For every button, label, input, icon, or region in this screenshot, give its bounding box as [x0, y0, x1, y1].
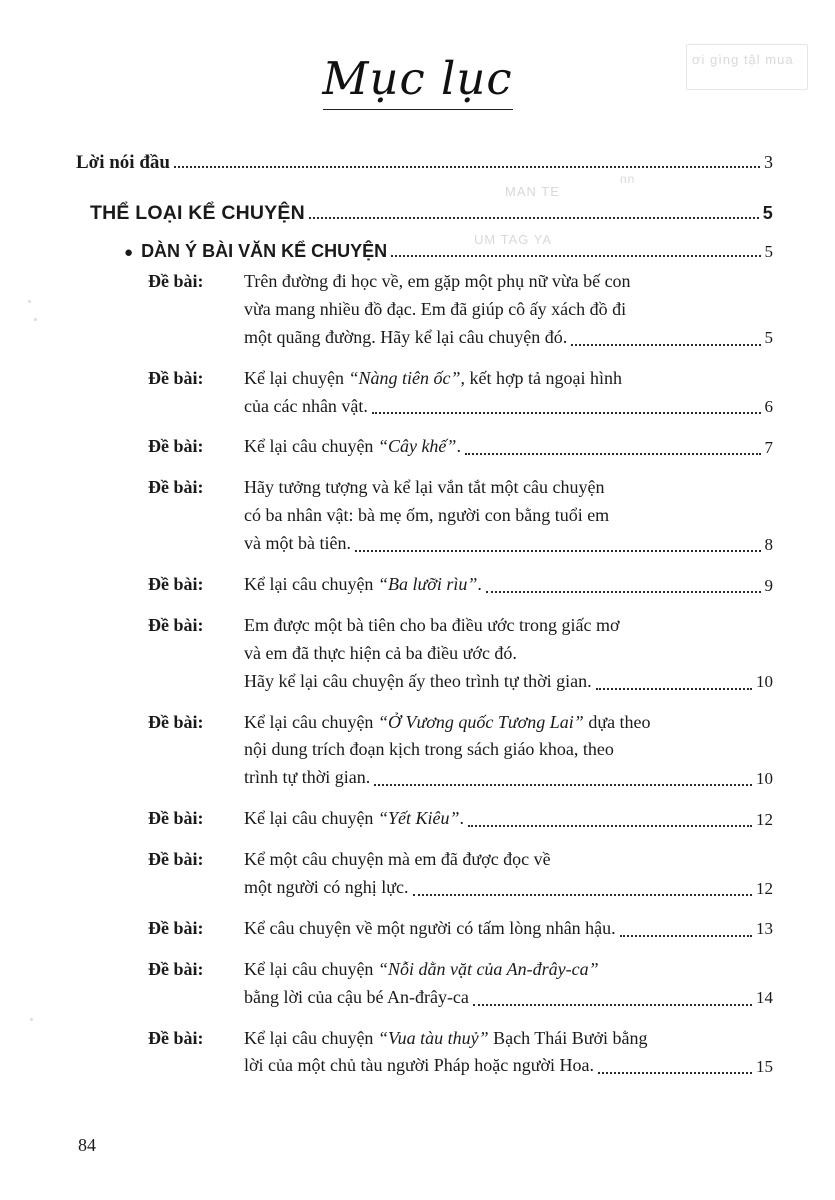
- toc-entry-body: [244, 365, 773, 421]
- toc-entry-label: Đề bài:: [148, 436, 204, 457]
- toc-entry[interactable]: [62, 915, 773, 943]
- toc-entry-line: [244, 474, 773, 502]
- toc-entry-line: [244, 874, 773, 902]
- toc-entry[interactable]: [62, 805, 773, 833]
- toc-section-page: 5: [762, 203, 773, 223]
- toc-entry-segment: Kể một câu chuyện mà em đã được đọc về: [244, 849, 551, 870]
- bullet-icon: ●: [124, 244, 134, 261]
- toc-entry-text: [244, 849, 551, 869]
- toc-preface-row[interactable]: [76, 152, 773, 174]
- toc-entry-title: “Ba lưỡi rìu”: [377, 574, 478, 595]
- leader-dots: [486, 591, 761, 593]
- leader-dots: [620, 935, 752, 937]
- toc-preface-page: 3: [764, 152, 773, 172]
- toc-entry-body: [244, 805, 773, 833]
- toc-entry-page: 10: [756, 672, 773, 692]
- toc-entry[interactable]: [62, 709, 773, 793]
- toc-entry[interactable]: [62, 1025, 773, 1081]
- toc-subsection-page: 5: [764, 242, 773, 261]
- leader-dots: [355, 550, 761, 552]
- toc-entry-body: [244, 571, 773, 599]
- page-title: Mục lục: [322, 52, 513, 105]
- toc-entry-page: 14: [756, 988, 773, 1008]
- toc-entry-title: “Cây khế”: [377, 436, 457, 457]
- toc-entry-label: Đề bài:: [148, 477, 204, 498]
- toc-entry-line: [244, 393, 773, 421]
- toc-entry-text: [244, 477, 604, 497]
- toc-entry-segment: và một bà tiên.: [244, 533, 351, 554]
- toc-entry-segment: dựa theo: [583, 711, 651, 732]
- toc-entry-line: [244, 764, 773, 792]
- toc-entry-title: “Nàng tiên ốc”: [348, 367, 461, 388]
- toc-entry-line: [244, 365, 773, 393]
- toc-entry-line: [244, 324, 773, 352]
- toc-entry-segment: Hãy kể lại câu chuyện ấy theo trình tự thời gian.: [244, 670, 592, 691]
- ghost-text-mid-2: UM TAG YA: [474, 232, 553, 247]
- toc-entry-text: [244, 271, 631, 291]
- toc-entry-page: 12: [756, 878, 773, 898]
- toc-entry-segment: Kể lại câu chuyện: [244, 1027, 378, 1048]
- toc-entry-segment: một quãng đường. Hãy kể lại câu chuyện đó.: [244, 326, 568, 347]
- toc-entry-page: 15: [756, 1057, 773, 1077]
- toc-entry-text: [244, 643, 517, 663]
- toc-entry-label: Đề bài:: [148, 574, 204, 595]
- toc-entry-segment: lời của một chủ tàu người Pháp hoặc người Hoa.: [244, 1055, 594, 1076]
- leader-dots: [309, 217, 759, 219]
- toc-entry-segment: Kể lại câu chuyện: [244, 808, 378, 829]
- toc-entry-segment: vừa mang nhiều đồ đạc. Em đã giúp cô ấy xách đồ đi: [244, 298, 627, 319]
- toc-entry-text: [244, 433, 461, 461]
- toc-entry[interactable]: [62, 433, 773, 461]
- toc-entry-page: 12: [756, 809, 773, 829]
- leader-dots: [372, 412, 761, 414]
- toc-entry-segment: và em đã thực hiện cả ba điều ước đó.: [244, 642, 517, 663]
- toc-entry-body: [244, 709, 773, 793]
- toc-entry-page: 7: [764, 438, 773, 457]
- toc-entry-line: [244, 1052, 773, 1080]
- toc-entry-segment: Kể lại câu chuyện: [244, 436, 378, 457]
- toc-entry-line: [244, 846, 773, 874]
- toc-entry-label: Đề bài:: [148, 958, 204, 979]
- toc-entry-page: 8: [764, 534, 773, 554]
- toc-entry-title: “Nỗi dằn vặt của An-đrây-ca”: [377, 958, 599, 979]
- toc-entry-segment: Kể lại chuyện: [244, 367, 349, 388]
- toc-entry-line: [244, 805, 773, 833]
- toc-entry-list: [62, 268, 773, 1080]
- toc-entry-segment: , kết hợp tả ngoại hình: [460, 367, 622, 388]
- toc-entry-segment: bằng lời của cậu bé An-đrây-ca: [244, 986, 469, 1007]
- page-folio: 84: [78, 1135, 96, 1155]
- toc-entry-text: [244, 959, 599, 979]
- toc-entry-page: 10: [756, 768, 773, 788]
- leader-dots: [465, 453, 761, 455]
- toc-entry-segment: .: [459, 808, 464, 829]
- toc-entry-line: [244, 640, 773, 668]
- toc-entry-text: [244, 764, 370, 792]
- toc-entry-body: [244, 956, 773, 1012]
- toc-entry-page: 9: [764, 575, 773, 595]
- toc-entry-line: [244, 433, 773, 461]
- toc-subsection-row[interactable]: [124, 241, 773, 262]
- toc-entry-label: Đề bài:: [148, 711, 204, 732]
- toc-content: [0, 110, 835, 1080]
- toc-entry-line: [244, 296, 773, 324]
- leader-dots: [598, 1072, 752, 1074]
- toc-entry-segment: Kể lại câu chuyện: [244, 711, 378, 732]
- toc-entry-line: [244, 502, 773, 530]
- toc-entry-segment: .: [477, 574, 482, 595]
- leader-dots: [413, 894, 752, 896]
- leader-dots: [468, 825, 752, 827]
- toc-entry-body: [244, 915, 773, 943]
- toc-entry[interactable]: [62, 612, 773, 696]
- toc-entry-line: [244, 571, 773, 599]
- toc-section-label: THỂ LOẠI KỂ CHUYỆN: [90, 202, 305, 224]
- toc-entry-text: [244, 712, 651, 732]
- toc-entry-line: [244, 915, 773, 943]
- toc-entry-segment: Hãy tưởng tượng và kể lại vắn tắt một câu chuyện: [244, 477, 605, 498]
- toc-entry-text: [244, 571, 482, 599]
- toc-entry-label: Đề bài:: [148, 808, 204, 829]
- toc-entry-line: [244, 530, 773, 558]
- toc-entry[interactable]: [62, 474, 773, 558]
- leader-dots: [571, 344, 760, 346]
- toc-entry-segment: có ba nhân vật: bà mẹ ốm, người con bằng tuổi em: [244, 505, 610, 526]
- ghost-text-top-right: ơi gìng tậl mua: [692, 52, 794, 67]
- toc-entry-text: [244, 299, 626, 319]
- toc-entry-label: Đề bài:: [148, 917, 204, 938]
- toc-entry-text: [244, 739, 614, 759]
- toc-entry-label: Đề bài:: [148, 849, 204, 870]
- leader-dots: [374, 784, 752, 786]
- ghost-text-mid-3: nn: [620, 172, 636, 186]
- toc-entry-segment: Kể lại câu chuyện: [244, 958, 378, 979]
- ghost-speck-1: [28, 300, 31, 303]
- toc-entry-text: [244, 324, 567, 352]
- toc-entry-page: 6: [764, 397, 773, 417]
- ghost-text-mid-1: MAN TE: [505, 184, 560, 199]
- leader-dots: [174, 166, 760, 168]
- toc-section-row[interactable]: [90, 202, 773, 225]
- toc-entry-text: [244, 984, 469, 1012]
- toc-entry-segment: Kể lại câu chuyện: [244, 574, 378, 595]
- toc-entry-line: [244, 668, 773, 696]
- toc-entry-segment: nội dung trích đoạn kịch trong sách giáo khoa, theo: [244, 739, 614, 760]
- toc-entry-segment: của các nhân vật.: [244, 395, 368, 416]
- toc-preface-label: Lời nói đầu: [76, 152, 170, 173]
- toc-entry[interactable]: [62, 268, 773, 352]
- toc-entry[interactable]: [62, 846, 773, 902]
- toc-entry-body: [244, 1025, 773, 1081]
- toc-entry-body: [244, 433, 773, 461]
- toc-entry-line: [244, 1025, 773, 1053]
- toc-entry-text: [244, 915, 616, 943]
- toc-entry-segment: Trên đường đi học về, em gặp một phụ nữ vừa bế con: [244, 271, 631, 291]
- toc-entry[interactable]: [62, 365, 773, 421]
- toc-entry-title: “Vua tàu thuỷ”: [377, 1027, 489, 1048]
- toc-entry-title: “Yết Kiêu”: [377, 808, 460, 829]
- toc-entry-label: Đề bài:: [148, 367, 204, 388]
- toc-entry-body: [244, 474, 773, 558]
- toc-subsection-label: DÀN Ý BÀI VĂN KỂ CHUYỆN: [141, 241, 388, 261]
- toc-entry-text: [244, 668, 592, 696]
- toc-entry-segment: Kể câu chuyện về một người có tấm lòng nhân hậu.: [244, 917, 616, 938]
- toc-entry-label: Đề bài:: [148, 271, 204, 291]
- leader-dots: [596, 688, 752, 690]
- ghost-speck-2: [34, 318, 37, 321]
- toc-entry[interactable]: [62, 571, 773, 599]
- toc-entry[interactable]: [62, 956, 773, 1012]
- toc-entry-line: [244, 612, 773, 640]
- toc-entry-label: Đề bài:: [148, 1027, 204, 1048]
- toc-entry-text: [244, 1028, 648, 1048]
- toc-entry-body: [244, 268, 773, 352]
- toc-entry-segment: .: [456, 436, 461, 457]
- toc-entry-text: [244, 530, 351, 558]
- toc-entry-line: [244, 709, 773, 737]
- toc-entry-line: [244, 956, 773, 984]
- toc-entry-segment: Bạch Thái Bưởi bằng: [488, 1027, 648, 1048]
- toc-entry-text: [244, 615, 619, 635]
- toc-entry-text: [244, 805, 464, 833]
- toc-entry-body: [244, 612, 773, 696]
- toc-entry-text: [244, 1052, 594, 1080]
- toc-entry-title: “Ở Vương quốc Tương Lai”: [377, 711, 584, 732]
- ghost-speck-3: [30, 1018, 33, 1021]
- toc-entry-line: [244, 268, 773, 296]
- toc-entry-text: [244, 393, 368, 421]
- toc-entry-body: [244, 846, 773, 902]
- toc-entry-text: [244, 505, 609, 525]
- toc-entry-line: [244, 736, 773, 764]
- toc-entry-text: [244, 874, 409, 902]
- toc-entry-segment: một người có nghị lực.: [244, 877, 409, 898]
- toc-entry-segment: Em được một bà tiên cho ba điều ước trong giấc mơ: [244, 614, 620, 635]
- toc-entry-page: 13: [756, 919, 773, 939]
- toc-entry-label: Đề bài:: [148, 614, 204, 635]
- leader-dots: [473, 1004, 752, 1006]
- leader-dots: [391, 255, 760, 257]
- toc-entry-text: [244, 368, 622, 388]
- toc-entry-page: 5: [764, 328, 773, 348]
- toc-entry-segment: trình tự thời gian.: [244, 767, 371, 788]
- toc-entry-line: [244, 984, 773, 1012]
